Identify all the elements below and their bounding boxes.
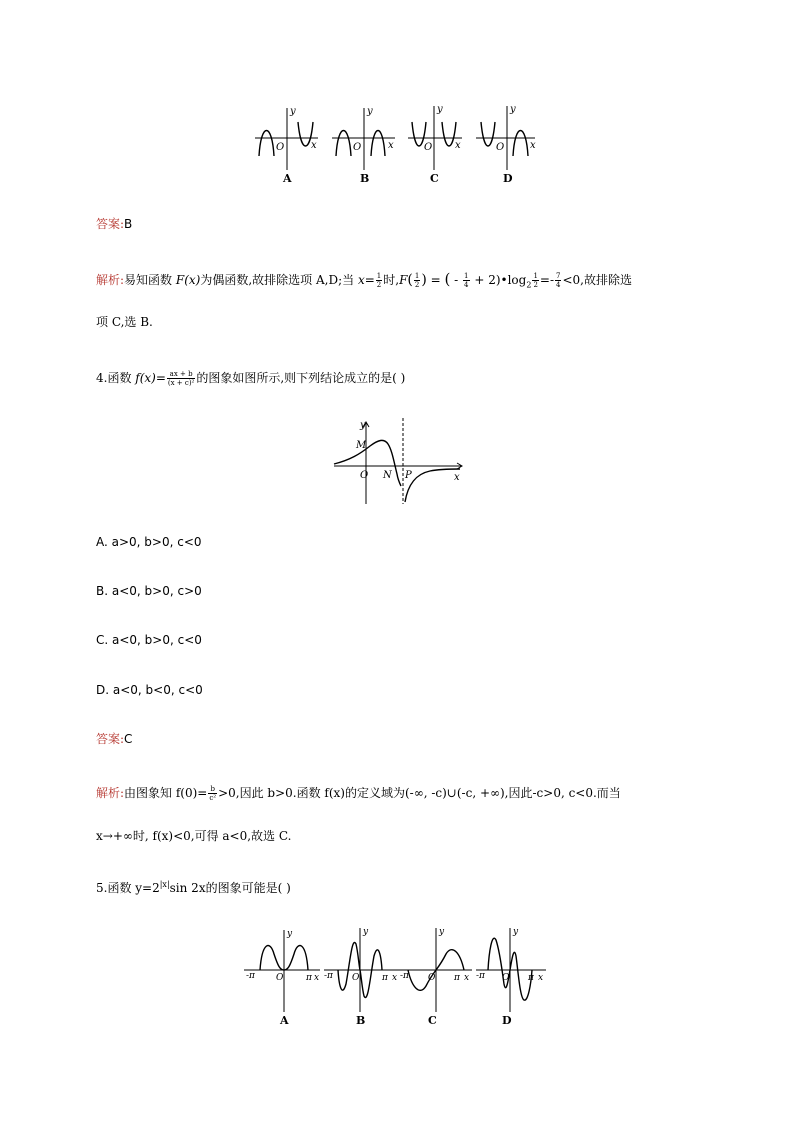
svg-text:O: O bbox=[360, 470, 369, 481]
svg-text:π: π bbox=[454, 973, 460, 983]
svg-text:C: C bbox=[430, 172, 439, 185]
q5-graph-d bbox=[476, 928, 546, 1012]
q5-graph-a bbox=[244, 930, 320, 1012]
svg-text:-π: -π bbox=[400, 971, 409, 981]
svg-text:y: y bbox=[363, 927, 369, 937]
q5-figures bbox=[240, 922, 560, 1032]
svg-text:y: y bbox=[290, 106, 296, 117]
svg-text:A: A bbox=[283, 172, 292, 185]
svg-text:B: B bbox=[356, 1014, 366, 1027]
svg-text:x: x bbox=[388, 140, 394, 151]
svg-text:x: x bbox=[454, 472, 460, 483]
svg-text:x: x bbox=[311, 140, 317, 151]
svg-text:A: A bbox=[280, 1014, 289, 1027]
svg-text:O: O bbox=[428, 973, 436, 983]
frac-half: $\frac{1}{2}$ bbox=[376, 272, 382, 289]
svg-text:N: N bbox=[383, 470, 392, 481]
q4-graph bbox=[330, 414, 470, 506]
svg-text:y: y bbox=[360, 420, 366, 431]
q4-option-a: A. a>0, b>0, c<0 bbox=[96, 535, 202, 549]
q5-stem: 5.函数 $y=2^{|x|}\sin$ 2x的图象可能是( ) bbox=[96, 880, 291, 895]
svg-text:y: y bbox=[437, 104, 443, 115]
q3-answer: 答案:B bbox=[96, 217, 133, 231]
q4-analysis-line1: 解析:由图象知 f(0)= $\frac{b}{\text{c²}}$ >0,因此 b>0.函数 f(x)的定义域为(-∞, -c)∪(-c, +∞),因此-c>0, c<0.而当 bbox=[96, 785, 621, 802]
svg-text:P: P bbox=[405, 470, 412, 481]
svg-text:M: M bbox=[356, 440, 367, 451]
q3-figures bbox=[250, 100, 550, 190]
frac-seven-quarter: $\frac{7}{4}$ bbox=[556, 272, 561, 289]
svg-text:-π: -π bbox=[324, 971, 333, 981]
svg-text:C: C bbox=[428, 1014, 437, 1027]
svg-text:y: y bbox=[439, 927, 445, 937]
svg-text:y: y bbox=[513, 927, 519, 937]
svg-text:π: π bbox=[528, 973, 534, 983]
q4-stem: 4.函数 f(x)= $\frac{ax + b}{\text{(x + c)²}}$ 的图象如图所示,则下列结论成立的是( ) bbox=[96, 370, 406, 387]
svg-text:O: O bbox=[496, 142, 505, 153]
q4-an-frac: $\frac{b}{\text{c²}}$ bbox=[209, 785, 217, 802]
svg-text:O: O bbox=[352, 973, 360, 983]
svg-text:x: x bbox=[464, 973, 470, 983]
svg-text:x: x bbox=[392, 973, 398, 983]
svg-text:D: D bbox=[502, 1014, 512, 1027]
svg-text:O: O bbox=[502, 973, 510, 983]
svg-text:π: π bbox=[382, 973, 388, 983]
q3-analysis-line2: 项 C,选 B. bbox=[96, 315, 153, 329]
q3-graph-c bbox=[408, 106, 462, 170]
svg-text:x: x bbox=[455, 140, 461, 151]
q5-graph-c bbox=[400, 928, 472, 1012]
svg-text:B: B bbox=[360, 172, 370, 185]
svg-text:O: O bbox=[276, 142, 285, 153]
svg-text:π: π bbox=[306, 973, 312, 983]
q4-option-c: C. a<0, b>0, c<0 bbox=[96, 633, 202, 647]
svg-text:x: x bbox=[314, 973, 320, 983]
svg-text:-π: -π bbox=[246, 971, 255, 981]
svg-text:D: D bbox=[503, 172, 513, 185]
q3-graph-d bbox=[476, 106, 535, 170]
svg-text:x: x bbox=[538, 973, 544, 983]
q4-option-d: D. a<0, b<0, c<0 bbox=[96, 683, 203, 697]
q3-analysis-line1: 解析:易知函数 F(x)为偶函数,故排除选项 A,D;当 x= $\frac{1}{2}$ 时,F( $\frac{1}{2}$ ) = ( - $\frac{1}{4}$ + $2)•\log_2$ $\frac{1}{2}$ =- $\frac{7}{4}$ <0,故排除选 bbox=[96, 270, 632, 290]
svg-text:y: y bbox=[287, 929, 293, 939]
svg-text:O: O bbox=[353, 142, 362, 153]
svg-text:O: O bbox=[276, 973, 284, 983]
q3-graph-b bbox=[332, 108, 395, 170]
svg-text:O: O bbox=[424, 142, 433, 153]
q4-frac: $\frac{ax + b}{\text{(x + c)²}}$ bbox=[167, 370, 195, 387]
svg-text:-π: -π bbox=[476, 971, 485, 981]
q3-graph-a bbox=[255, 108, 318, 170]
q4-answer: 答案:C bbox=[96, 732, 133, 746]
svg-text:y: y bbox=[510, 104, 516, 115]
q4-option-b: B. a<0, b>0, c>0 bbox=[96, 584, 202, 598]
q5-graph-b bbox=[324, 928, 400, 1012]
frac-half-2: $\frac{1}{2}$ bbox=[414, 272, 420, 289]
svg-text:x: x bbox=[530, 140, 536, 151]
frac-quarter: $\frac{1}{4}$ bbox=[464, 272, 469, 289]
svg-text:y: y bbox=[367, 106, 373, 117]
q4-analysis-line2: x→+∞时, f(x)<0,可得 a<0,故选 C. bbox=[96, 829, 292, 843]
frac-half-3: $\frac{1}{2}$ bbox=[533, 272, 538, 289]
